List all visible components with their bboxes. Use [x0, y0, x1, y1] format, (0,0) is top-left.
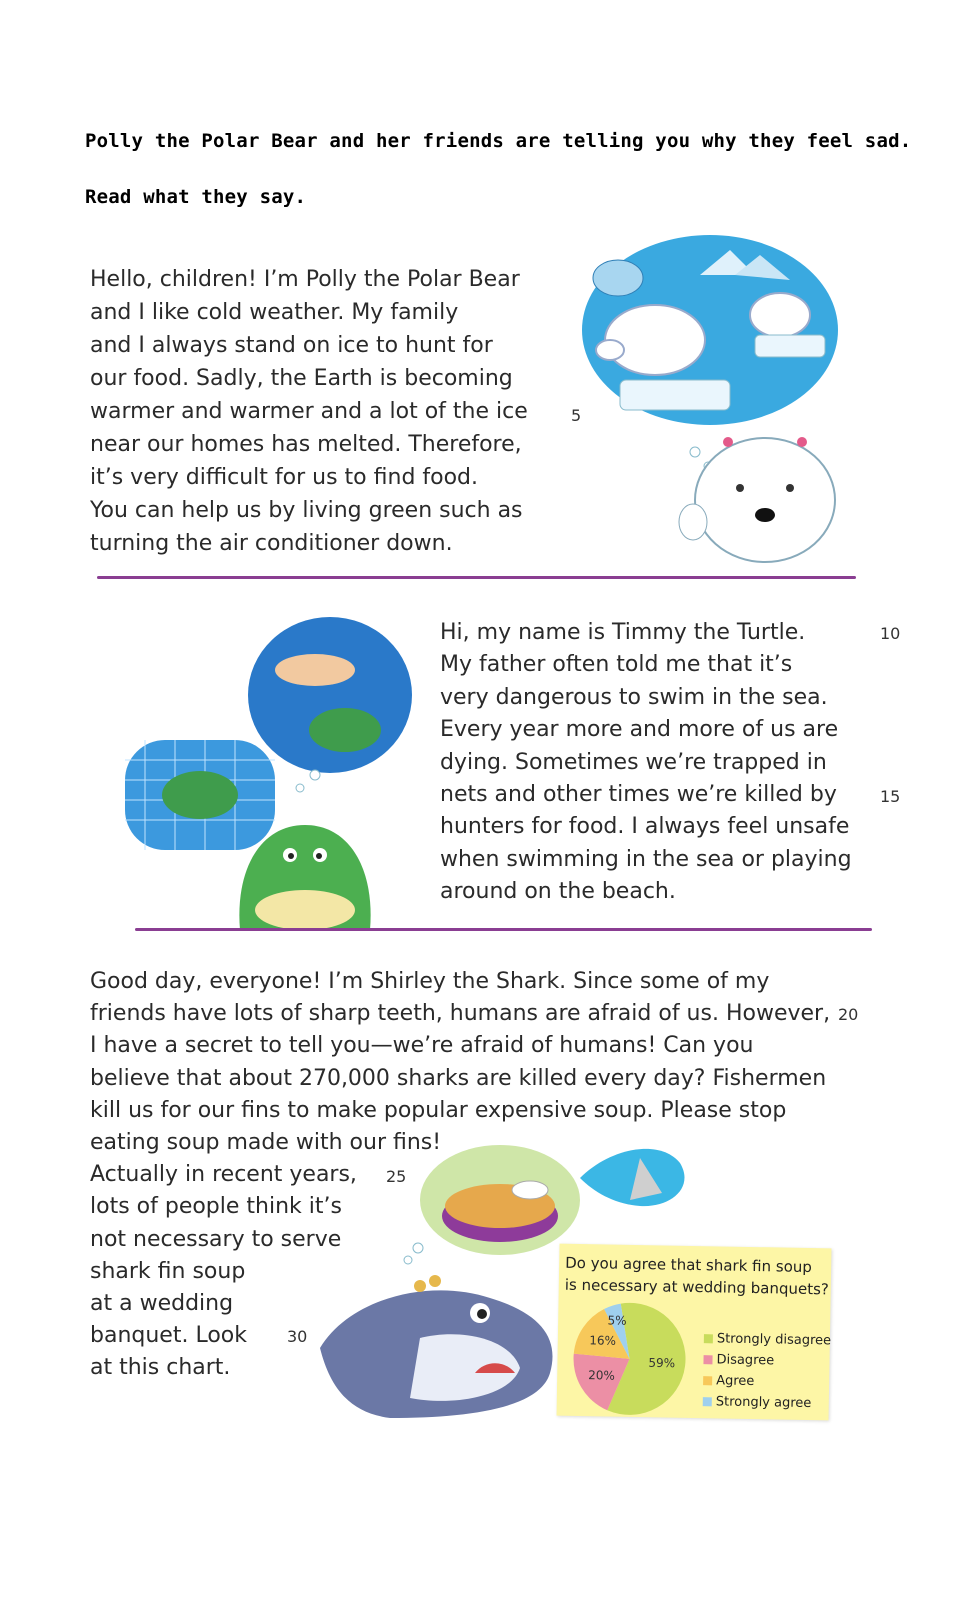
- chart-title: [565, 1252, 832, 1301]
- text-line: at this chart.: [90, 1355, 231, 1381]
- legend-swatch: [703, 1355, 712, 1364]
- bear-face: [695, 438, 835, 562]
- text-line: very dangerous to swim in the sea.: [440, 684, 828, 710]
- instruction-line-1: Polly the Polar Bear and her friends are telling you why they feel sad.: [85, 130, 912, 152]
- pie-label: 59%: [648, 1355, 676, 1371]
- text-line: Good day, everyone! I’m Shirley the Shark. Since some of my: [90, 969, 770, 994]
- text-line: Actually in recent years,: [90, 1162, 357, 1188]
- text-line: it’s very difficult for us to find food.: [90, 465, 479, 490]
- legend-label: Disagree: [716, 1352, 775, 1369]
- divider: [97, 576, 856, 579]
- line-number: 30: [287, 1327, 308, 1346]
- text-line: shark fin soup: [90, 1258, 246, 1284]
- line-number: 20: [838, 1005, 859, 1024]
- chart-title-line: Do you agree that shark fin soup: [565, 1253, 813, 1277]
- legend-label: Strongly agree: [715, 1394, 812, 1412]
- text-line: Every year more and more of us are: [440, 717, 839, 743]
- text-line: dying. Sometimes we’re trapped in: [440, 749, 827, 775]
- text-line: kill us for our fins to make popular expensive soup. Please stop: [90, 1097, 787, 1123]
- text-line: and I like cold weather. My family: [90, 300, 459, 325]
- timmy-paragraph: [440, 617, 852, 909]
- legend-swatch: [703, 1397, 712, 1406]
- pie-label: 16%: [589, 1333, 617, 1348]
- text-line: Hello, children! I’m Polly the Polar Bear: [90, 267, 520, 292]
- legend-item: [703, 1391, 831, 1414]
- text-line: near our homes has melted. Therefore,: [90, 432, 522, 457]
- turtle-illustration: [120, 610, 420, 930]
- legend-swatch: [703, 1376, 712, 1385]
- legend-item: [704, 1328, 832, 1351]
- chart-legend: [703, 1328, 832, 1414]
- text-line: I have a secret to tell you—we’re afraid of humans! Can you: [90, 1033, 754, 1059]
- text-line: warmer and warmer and a lot of the ice: [90, 399, 528, 424]
- instruction-line-2: Read what they say.: [85, 186, 307, 208]
- legend-swatch: [704, 1334, 713, 1343]
- line-number: 15: [880, 787, 901, 806]
- polly-paragraph: [90, 263, 528, 560]
- line-number: 10: [880, 624, 901, 643]
- chart-title-line: is necessary at wedding banquets?: [564, 1275, 830, 1299]
- text-line: when swimming in the sea or playing: [440, 846, 852, 872]
- text-line: not necessary to serve: [90, 1226, 342, 1252]
- text-line: hunters for food. I always feel unsafe: [440, 814, 850, 840]
- divider: [135, 928, 872, 931]
- text-line: around on the beach.: [440, 879, 676, 905]
- pie-chart-card: [557, 1244, 832, 1421]
- legend-item: [703, 1349, 831, 1372]
- text-line: lots of people think it’s: [90, 1194, 342, 1220]
- text-line: You can help us by living green such as: [90, 498, 523, 523]
- text-line: turning the air conditioner down.: [90, 531, 453, 556]
- text-line: believe that about 270,000 sharks are killed every day? Fishermen: [90, 1065, 827, 1091]
- line-number: 25: [386, 1167, 407, 1186]
- line-number: 5: [571, 406, 582, 425]
- text-line: and I always stand on ice to hunt for: [90, 333, 493, 358]
- text-line: My father often told me that it’s: [440, 652, 793, 678]
- legend-label: Strongly disagree: [716, 1331, 832, 1349]
- pie-chart: [567, 1296, 699, 1418]
- text-line: Hi, my name is Timmy the Turtle.: [440, 620, 806, 645]
- text-line: at a wedding: [90, 1290, 234, 1316]
- text-line: friends have lots of sharp teeth, humans are afraid of us. However,: [90, 1001, 831, 1027]
- text-line: eating soup made with our fins!: [90, 1129, 442, 1155]
- pie-label: 5%: [607, 1313, 627, 1328]
- text-line: our food. Sadly, the Earth is becoming: [90, 366, 513, 391]
- bear-body: [605, 305, 705, 375]
- legend-label: Agree: [716, 1373, 755, 1390]
- polar-bear-illustration: [580, 230, 850, 570]
- text-line: banquet. Look: [90, 1323, 247, 1349]
- pie-label: 20%: [588, 1368, 616, 1383]
- text-line: nets and other times we’re killed by: [440, 781, 837, 807]
- legend-item: [703, 1370, 831, 1393]
